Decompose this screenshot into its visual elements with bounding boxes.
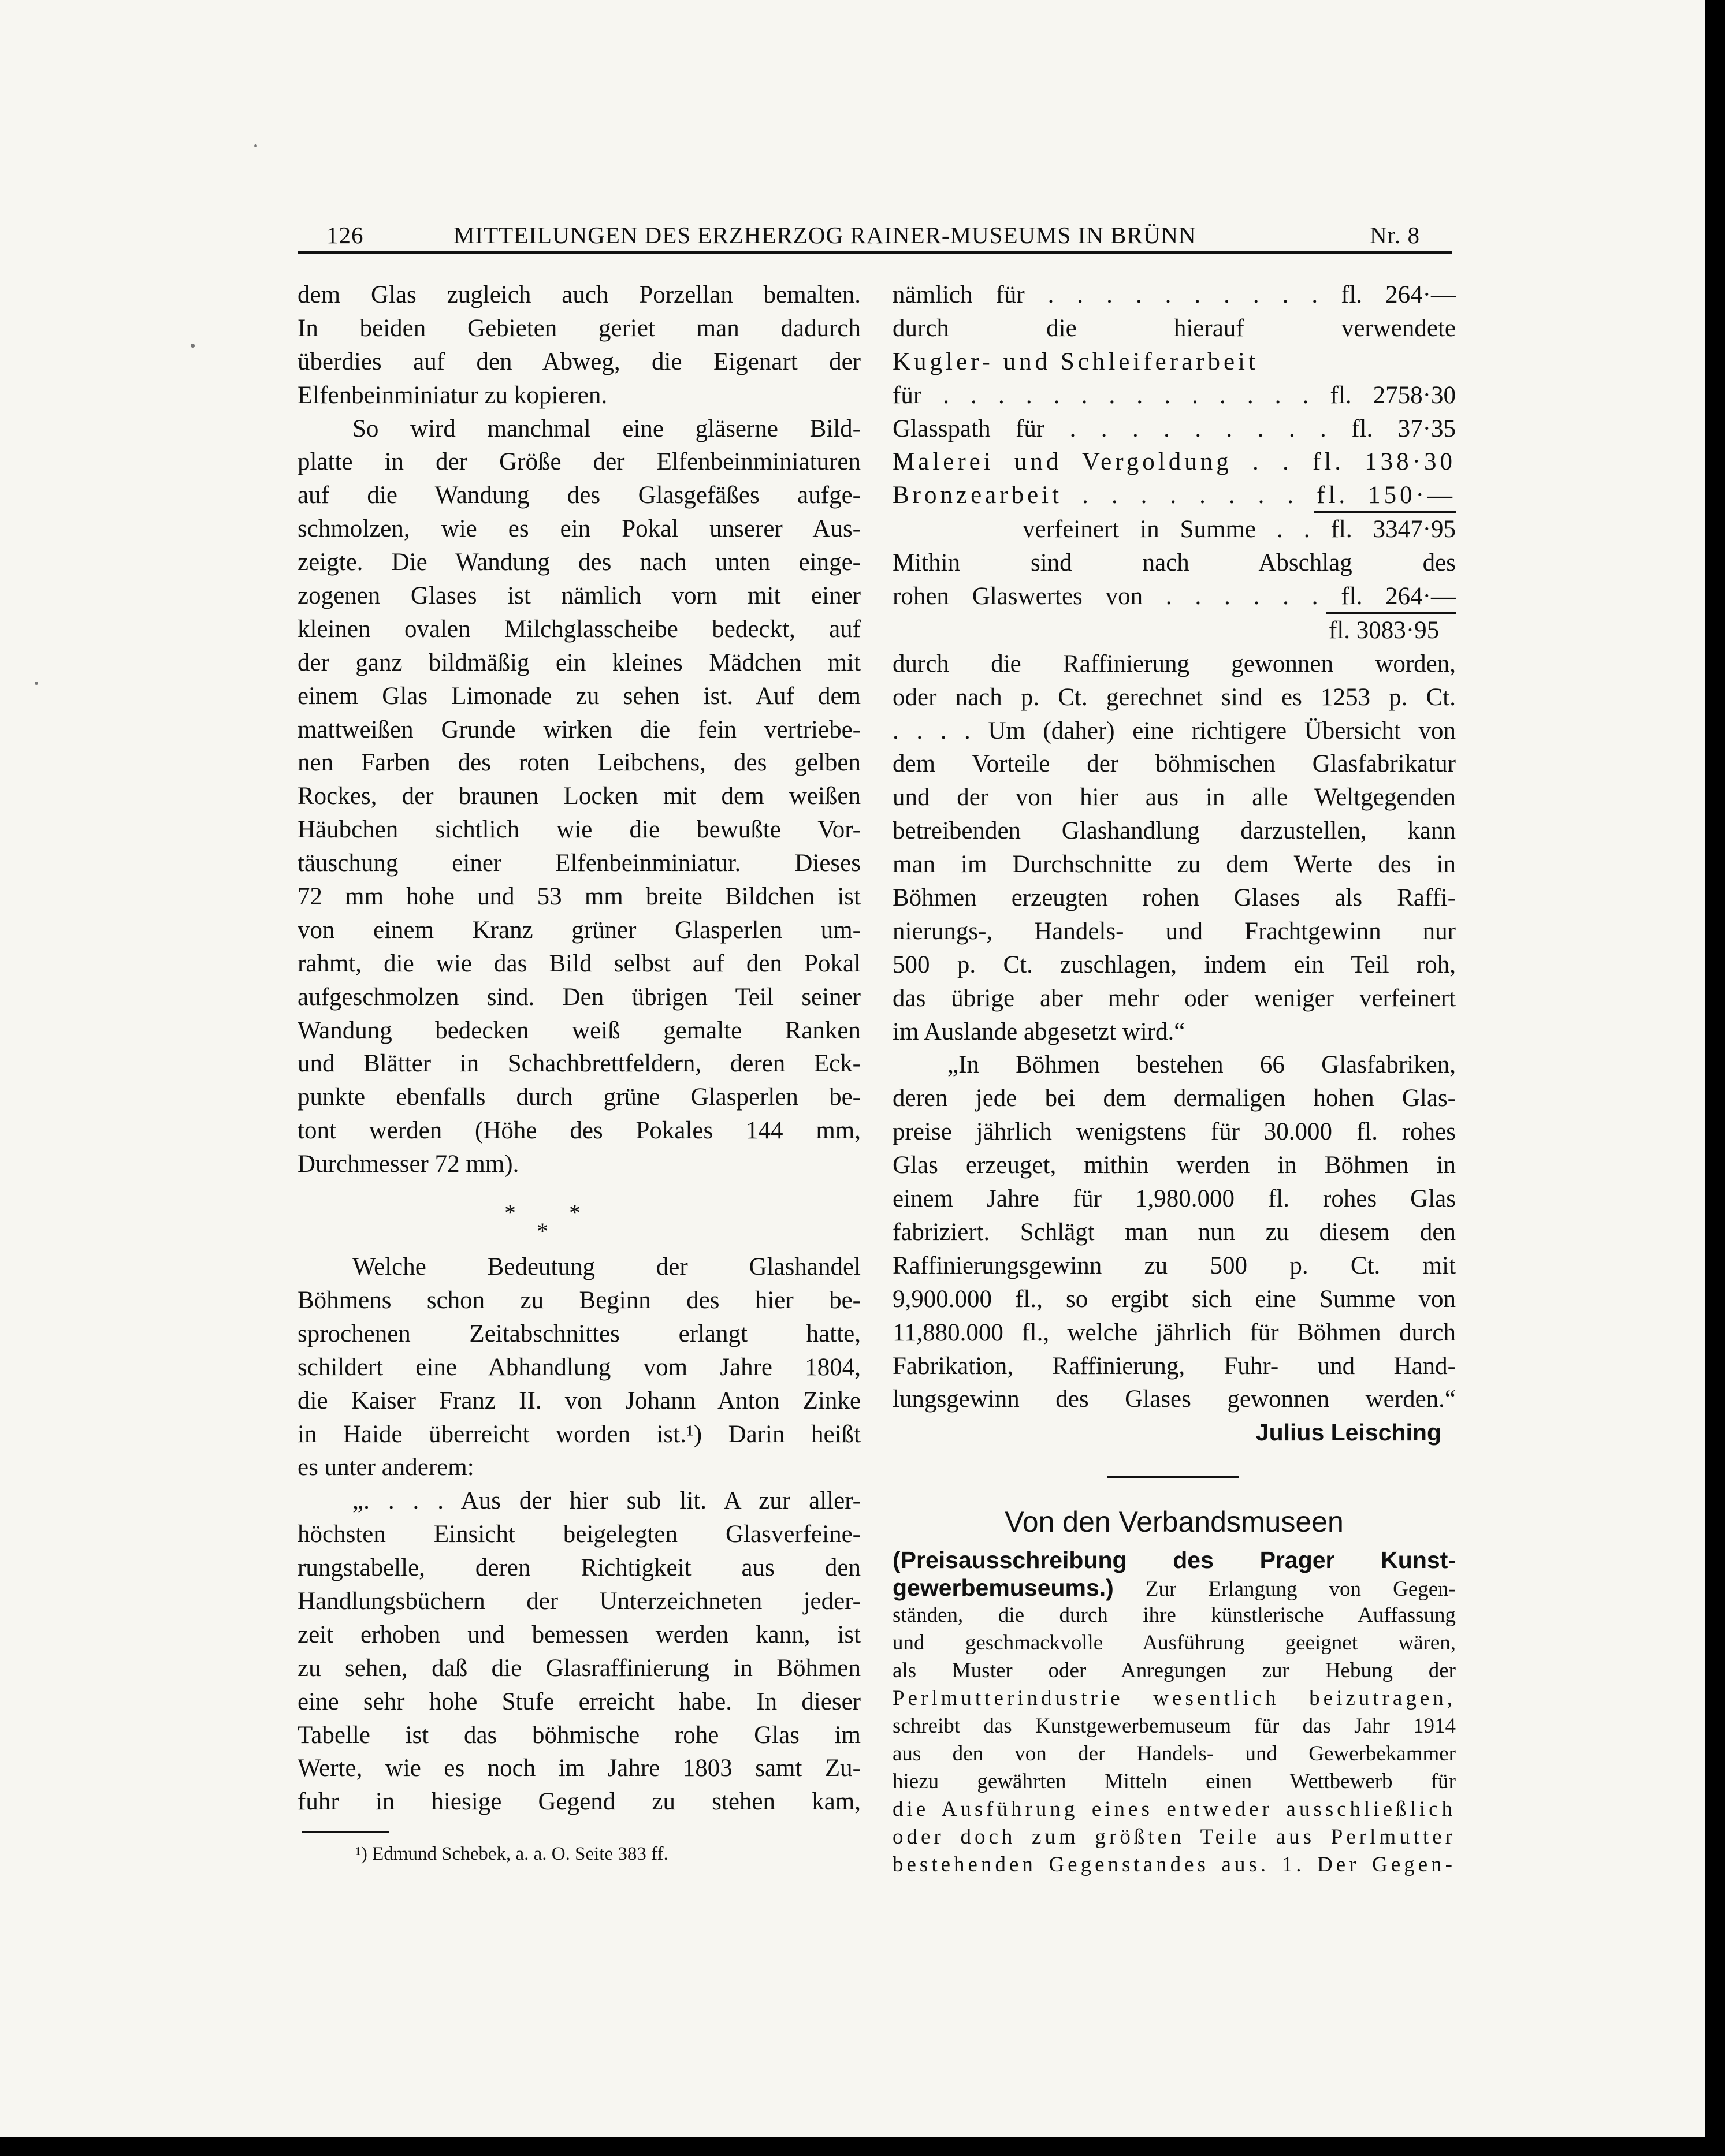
text-line: der ganz bildmäßig ein kleines Mädchen mit [298,649,861,676]
text-line: 11,880.000 fl., welche jährlich für Böhmen durch [893,1319,1456,1346]
section-line-first [893,1574,1456,1602]
journal-title: MITTEILUNGEN DES ERZHERZOG RAINER-MUSEUMS IN BRÜNN [453,222,1196,248]
text-line: „In Böhmen bestehen 66 Glasfabriken, [947,1051,1456,1079]
text-line: Böhmen erzeugten rohen Glases als Raffi- [893,884,1456,912]
text-line: aus den von der Handels- und Gewerbekammer [893,1742,1456,1766]
ledger-line: verfeinert in Summe . . fl. 3347·95 [1023,516,1456,543]
ledger-line: Kugler- und Schleiferarbeit [893,348,1259,375]
ledger-line: für . . . . . . . . . . . . . . fl. 2758·30 [893,381,1456,409]
text-line: . . . . Um (daher) eine richtigere Übersicht von [893,717,1456,744]
ledger-line: rohen Glaswertes von . . . . . . fl. 264·— [893,583,1456,610]
text-line: zogenen Glases ist nämlich vorn mit einer [298,582,861,610]
text-line: Durchmesser 72 mm). [298,1150,519,1178]
text-line: 9,900.000 fl., so ergibt sich eine Summe von [893,1285,1456,1313]
text-line: in Haide überreicht worden ist.¹) Darin heißt [298,1420,861,1448]
text-line: Glas erzeuget, mithin werden in Böhmen in [893,1152,1456,1179]
section-divider [1107,1476,1239,1478]
text-line: Elfenbeinminiatur zu kopieren. [298,381,608,409]
text-line: schreibt das Kunstgewerbemuseum für das Jahr 1914 [893,1714,1456,1738]
section-line-text: Zur Erlangung von Gegen- [1145,1577,1456,1602]
text-line: fuhr in hiesige Gegend zu stehen kam, [298,1788,861,1816]
text-line: und der von hier aus in alle Weltgegenden [893,784,1456,811]
text-line: im Auslande abgesetzt wird.“ [893,1018,1185,1045]
text-line: Fabrikation, Raffinierung, Fuhr- und Hand- [893,1352,1456,1380]
text-line: und geschmackvolle Ausführung geeignet wären, [893,1631,1456,1655]
text-line: überdies auf den Abweg, die Eigenart der [298,348,861,375]
footnote: ¹) Edmund Schebek, a. a. O. Seite 383 ff. [355,1844,668,1865]
ledger-line: Malerei und Vergoldung . . fl. 138·30 [893,448,1456,476]
text-line: die Ausführung eines entweder ausschließlich [893,1797,1456,1822]
text-line: man im Durchschnitte zu dem Werte des in [893,851,1456,878]
ledger-total: fl. 3083·95 [1329,616,1440,644]
text-line: Rockes, der braunen Locken mit dem weißen [298,783,861,810]
ledger-line: durch die hierauf verwendete [893,314,1456,342]
text-line: eine sehr hohe Stufe erreicht habe. In dieser [298,1688,861,1715]
text-line: einem Glas Limonade zu sehen ist. Auf dem [298,682,861,710]
left-column [298,278,861,1865]
text-line: „. . . . Aus der hier sub lit. A zur aller- [352,1487,861,1515]
text-line: als Muster oder Anregungen zur Hebung der [893,1659,1456,1683]
section-lead-continued: gewerbemuseums.) [893,1574,1114,1602]
text-line: Häubchen sichtlich wie die bewußte Vor- [298,816,861,844]
text-line: So wird manchmal eine gläserne Bild- [352,415,861,442]
text-line: täuschung einer Elfenbeinminiatur. Dieses [298,850,861,877]
text-line: punkte ebenfalls durch grüne Glasperlen be- [298,1083,861,1111]
text-line: nierungs-, Handels- und Frachtgewinn nur [893,917,1456,945]
star: * [537,1218,548,1245]
scan-speck [35,682,38,685]
text-line: Wandung bedecken weiß gemalte Ranken [298,1016,861,1044]
section-body [893,1574,1456,1879]
ledger-line: Bronzearbeit . . . . . . . . fl. 150·— [893,482,1456,509]
page-number: 126 [326,222,364,248]
scan-border-bottom [0,2137,1725,2156]
text-line: In beiden Gebieten geriet man dadurch [298,314,861,342]
text-line: dem Glas zugleich auch Porzellan bemalten. [298,281,861,308]
text-line: bestehenden Gegenstandes aus. 1. Der Gegen- [893,1853,1456,1877]
text-line: Welche Bedeutung der Glashandel [352,1253,861,1281]
text-line: Tabelle ist das böhmische rohe Glas im [298,1721,861,1749]
text-line: einem Jahre für 1,980.000 fl. rohes Glas [893,1185,1456,1213]
section-lead: (Preisausschreibung des Prager Kunst- [893,1547,1456,1574]
text-line: 72 mm hohe und 53 mm breite Bildchen ist [298,883,861,911]
scan-speck [254,144,257,147]
ledger-line: Glasspath für . . . . . . . . . fl. 37·35 [893,415,1456,442]
text-line: fabriziert. Schlägt man nun zu diesem den [893,1218,1456,1246]
text-line: kleinen ovalen Milchglasscheibe bedeckt, auf [298,615,861,643]
text-line: tont werden (Höhe des Pokales 144 mm, [298,1117,861,1145]
text-line: es unter anderem: [298,1454,474,1481]
text-line: rahmt, die wie das Bild selbst auf den Pokal [298,949,861,977]
text-line: auf die Wandung des Glasgefäßes aufge- [298,482,861,509]
section-heading: Von den Verbandsmuseen [1005,1506,1344,1539]
header-rule [298,251,1452,254]
text-line: das übrige aber mehr oder weniger verfeinert [893,984,1456,1012]
text-line: betreibenden Glashandlung darzustellen, kann [893,817,1456,845]
text-line: die Kaiser Franz II. von Johann Anton Zinke [298,1387,861,1414]
text-line: durch die Raffinierung gewonnen worden, [893,650,1456,677]
text-line: höchsten Einsicht beigelegten Glasverfeine- [298,1521,861,1548]
star: * [504,1200,516,1226]
text-line: Werte, wie es noch im Jahre 1803 samt Zu- [298,1755,861,1782]
text-line: oder doch zum größten Teile aus Perlmutter [893,1825,1456,1849]
ledger-line: Mithin sind nach Abschlag des [893,549,1456,577]
author-signature: Julius Leisching [1255,1419,1441,1446]
text-line: preise jährlich wenigstens für 30.000 fl. rohes [893,1118,1456,1146]
text-line: sprochenen Zeitabschnittes erlangt hatte, [298,1320,861,1347]
text-line: Böhmens schon zu Beginn des hier be- [298,1286,861,1314]
scan-border-right [1705,0,1725,2156]
text-line: schmolzen, wie es ein Pokal unserer Aus- [298,515,861,543]
text-line: dem Vorteile der böhmischen Glasfabrikatur [893,750,1456,778]
text-line: platte in der Größe der Elfenbeinminiaturen [298,448,861,476]
text-line: 500 p. Ct. zuschlagen, indem ein Teil roh, [893,951,1456,978]
text-line: von einem Kranz grüner Glasperlen um- [298,916,861,944]
text-line: und Blätter in Schachbrettfeldern, deren Eck- [298,1050,861,1078]
footnote-rule [302,1831,389,1833]
text-line: zeit erhoben und bemessen werden kann, ist [298,1621,861,1648]
star: * [569,1200,581,1226]
text-line: hiezu gewährten Mitteln einen Wettbewerb für [893,1770,1456,1794]
section-separator-stars [298,1181,861,1250]
text-line: Handlungsbüchern der Unterzeichneten jeder- [298,1587,861,1615]
running-header [298,217,1452,251]
text-line: schildert eine Abhandlung vom Jahre 1804, [298,1353,861,1381]
ledger-line: nämlich für . . . . . . . . . . fl. 264·— [893,281,1456,308]
text-line: mattweißen Grunde wirken die fein vertriebe- [298,716,861,743]
text-line: lungsgewinn des Glases gewonnen werden.“ [893,1386,1456,1413]
text-line: zeigte. Die Wandung des nach unten einge- [298,549,861,576]
text-line: oder nach p. Ct. gerechnet sind es 1253 p. Ct. [893,683,1456,711]
issue-number: Nr. 8 [1370,222,1420,248]
text-line: Raffinierungsgewinn zu 500 p. Ct. mit [893,1252,1456,1279]
right-column [893,278,1456,1879]
text-line: ständen, die durch ihre künstlerische Auffassung [893,1603,1456,1628]
text-line: Perlmutterindustrie wesentlich beizutragen, [893,1686,1456,1711]
text-line: aufgeschmolzen sind. Den übrigen Teil seiner [298,983,861,1011]
text-line: nen Farben des roten Leibchens, des gelben [298,749,861,777]
scan-speck [191,344,195,348]
text-line: rungstabelle, deren Richtigkeit aus den [298,1554,861,1582]
text-line: deren jede bei dem dermaligen hohen Glas- [893,1085,1456,1112]
text-line: zu sehen, daß die Glasraffinierung in Böhmen [298,1654,861,1682]
